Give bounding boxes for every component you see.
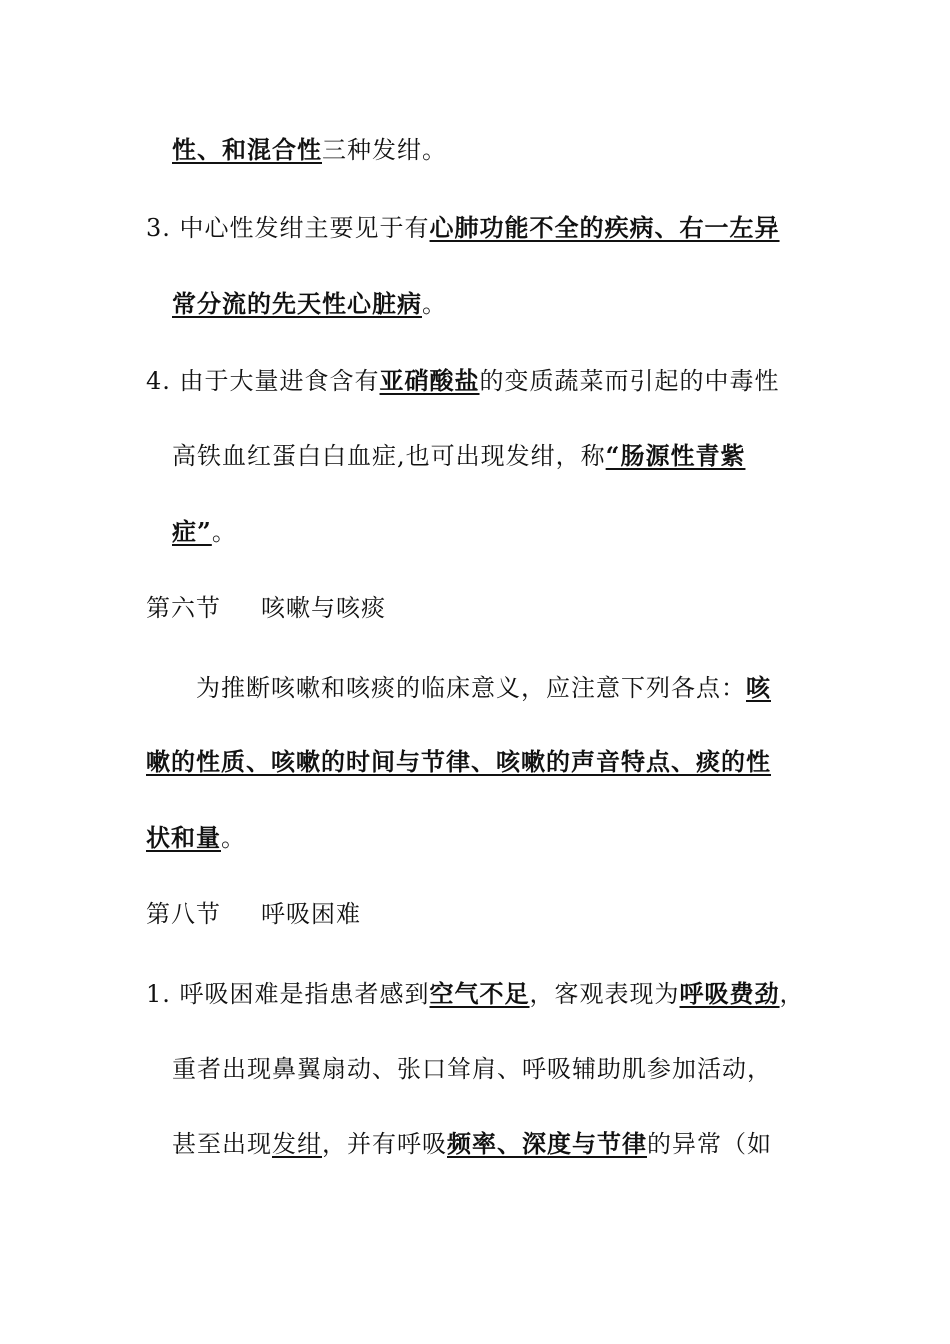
key-term: 性、和混合性: [172, 135, 322, 164]
text-line-5: [172, 440, 745, 472]
key-term: 状和量: [146, 823, 221, 852]
section-heading-6: [146, 592, 386, 624]
body-text: 三种发绀。: [322, 136, 447, 164]
body-text: 的变质蔬菜而引起的中毒性: [479, 367, 780, 395]
body-text: 重者出现鼻翼扇动、张口耸肩、呼吸辅助肌参加活动，: [172, 1055, 772, 1083]
body-text: 甚至出现: [172, 1130, 272, 1158]
text-line-11: [172, 1053, 772, 1085]
body-text: 4. 由于大量进食含有: [146, 367, 380, 395]
section-heading-8: [146, 898, 361, 930]
body-text: 的异常（如: [647, 1130, 772, 1158]
key-term: 呼吸费劲: [679, 979, 780, 1008]
body-text: 1. 呼吸困难是指患者感到: [146, 980, 430, 1008]
text-line-1: [172, 134, 447, 166]
key-term: 咳: [746, 673, 771, 702]
text-line-10: [146, 978, 805, 1010]
section-number: 第六节: [146, 594, 221, 622]
body-text: 3. 中心性发绀主要见于有: [146, 214, 430, 242]
body-text: 。: [211, 518, 237, 546]
key-term: 嗽的性质、咳嗽的时间与节律、咳嗽的声音特点、痰的性: [146, 747, 771, 776]
text-line-6: [172, 516, 237, 548]
key-term: 常分流的先天性心脏病: [172, 289, 422, 318]
section-title: 咳嗽与咳痰: [261, 594, 386, 622]
key-term: 空气不足: [429, 979, 530, 1008]
key-term: “肠源性青紫: [605, 441, 746, 470]
underlined-term: 发绀: [272, 1130, 322, 1158]
body-text: 。: [422, 290, 447, 318]
text-line-4: [146, 365, 780, 397]
section-number: 第八节: [146, 900, 221, 928]
text-line-9: [146, 822, 246, 854]
body-text: 。: [221, 824, 246, 852]
body-text: ，并有呼吸: [322, 1130, 447, 1158]
text-line-7: [196, 672, 771, 704]
body-text: 为推断咳嗽和咳痰的临床意义，应注意下列各点：: [196, 674, 746, 702]
text-line-3: [172, 288, 447, 320]
text-line-8: [146, 746, 771, 778]
section-title: 呼吸困难: [261, 900, 361, 928]
key-term: 心肺功能不全的疾病、右一左异: [429, 213, 780, 242]
body-text: 高铁血红蛋白白血症,也可出现发绀，称: [172, 442, 606, 470]
key-term: 亚硝酸盐: [379, 366, 480, 395]
key-term: 症”: [172, 517, 212, 546]
text-line-2: [146, 212, 780, 244]
body-text: ，客观表现为: [529, 980, 680, 1008]
key-term: 频率、深度与节律: [447, 1129, 647, 1158]
text-line-12: [172, 1128, 772, 1160]
body-text: ，: [779, 980, 805, 1008]
